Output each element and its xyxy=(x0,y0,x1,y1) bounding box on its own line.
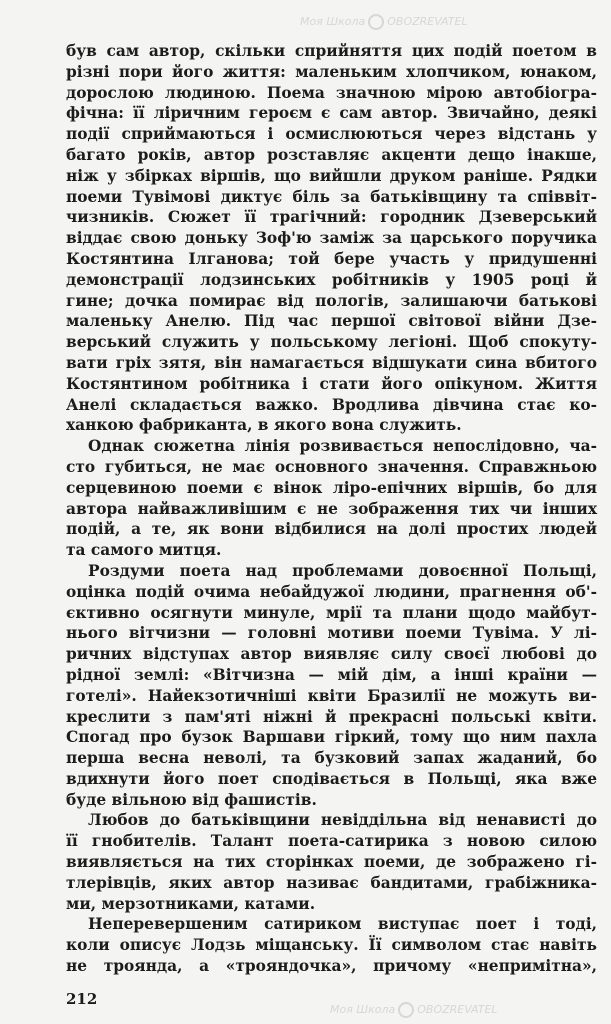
text-line: подій, а те, як вони відбилися на долі простих людей xyxy=(66,520,597,539)
text-line: виявляється на тих сторінках поеми, де зображено гі- xyxy=(66,853,597,872)
paragraph xyxy=(66,41,597,436)
paragraph xyxy=(66,436,597,561)
text-line: поеми Тувімові диктує біль за батьківщину та співвіт- xyxy=(66,187,597,206)
text-line: ми, мерзотниками, катами. xyxy=(66,894,316,913)
text-line: не троянда, а «трояндочка», причому «непримітна», xyxy=(66,957,597,976)
text-line: багато років, автор розставляє акценти дещо інакше, xyxy=(66,145,597,164)
text-line: Спогад про бузок Варшави гіркий, тому що ним пахла xyxy=(66,728,597,747)
text-line: та самого митця. xyxy=(66,541,222,560)
text-line: вати гріх зятя, він намагається відшукати сина вбитого xyxy=(66,353,597,372)
text-line: Любов до батьківщини невіддільна від ненависті до xyxy=(88,811,597,830)
watermark-logo: Моя Школа OBOZREVATEL xyxy=(300,15,468,28)
text-line: Костянтина Ілганова; той бере участь у придушенні xyxy=(66,249,597,268)
text-line: єктивно осягнути минуле, мрії та плани щодо майбут- xyxy=(66,603,597,622)
paragraph xyxy=(66,810,597,914)
page-number: 212 xyxy=(66,990,98,1008)
text-line: вдихнути його поет сподівається в Польщі, яка вже xyxy=(66,769,597,788)
text-line: чизників. Сюжет її трагічний: городник Дзеверський xyxy=(66,208,597,227)
text-line: креслити з пам'яті ніжні й прекрасні польські квіти. xyxy=(66,707,597,726)
text-line: буде вільною від фашистів. xyxy=(66,790,317,809)
text-line: гине; дочка помирає від пологів, залишаючи батькові xyxy=(66,291,597,310)
text-line: віддає свою доньку Зоф'ю заміж за царського поручика xyxy=(66,229,597,248)
paragraph xyxy=(66,561,597,811)
text-line: рідної землі: «Вітчизна — мій дім, а інші країни — xyxy=(66,665,597,684)
text-line: ричних відступах автор виявляє силу своєї любові до xyxy=(66,645,597,664)
paragraph xyxy=(66,914,597,976)
text-line: готелі». Найекзотичніші квіти Бразилії не можуть ви- xyxy=(66,686,597,705)
text-line: дорослою людиною. Поема значною мірою автобіогра- xyxy=(66,83,597,102)
text-line: різні пори його життя: маленьким хлопчиком, юнаком, xyxy=(66,62,597,81)
text-line: події сприймаються і осмислюються через відстань у xyxy=(66,125,597,144)
text-line: маленьку Анелю. Під час першої світової війни Дзе- xyxy=(66,312,597,331)
text-line: Костянтином робітника і стати його опікуном. Життя xyxy=(66,374,597,393)
page-body xyxy=(66,41,597,977)
text-line: Роздуми поета над проблемами довоєнної Польщі, xyxy=(88,561,597,580)
text-line: фічна: її ліричним героєм є сам автор. Звичайно, деякі xyxy=(66,104,597,123)
text-line: ханкою фабриканта, в якого вона служить. xyxy=(66,416,462,435)
text-line: верський служить у польському легіоні. Щоб спокуту- xyxy=(66,333,597,352)
text-line: Однак сюжетна лінія розвивається непослідовно, ча- xyxy=(88,437,597,456)
text-line: нього вітчизни — головні мотиви поеми Тувіма. У лі- xyxy=(66,624,597,643)
text-line: тлерівців, яких автор називає бандитами, грабіжника- xyxy=(66,873,597,892)
text-line: оцінка подій очима небайдужої людини, прагнення об'- xyxy=(66,582,597,601)
text-line: сто губиться, не має основного значення. Справжньою xyxy=(66,457,597,476)
text-line: ніж у збірках віршів, що вийшли друком раніше. Рядки xyxy=(66,166,597,185)
text-line: автора найважливішим є не зображення тих чи інших xyxy=(66,499,597,518)
text-line: перша весна неволі, та бузковий запах жаданий, бо xyxy=(66,749,597,768)
text-line: Анелі складається важко. Вродлива дівчина стає ко- xyxy=(66,395,597,414)
text-line: був сам автор, скільки сприйняття цих подій поетом в xyxy=(66,42,597,60)
text-line: демонстрації лодзинських робітників у 1905 році й xyxy=(66,270,597,289)
text-line: Неперевершеним сатириком виступає поет і тоді, xyxy=(88,915,597,934)
text-line: її гнобителів. Талант поета-сатирика з новою силою xyxy=(66,832,597,851)
text-line: серцевиною поеми є вінок ліро-епічних віршів, бо для xyxy=(66,478,597,497)
watermark-logo: Моя Школа OBOZREVATEL xyxy=(330,1003,498,1016)
text-line: коли описує Лодзь міщанську. Її символом стає навіть xyxy=(66,936,597,955)
